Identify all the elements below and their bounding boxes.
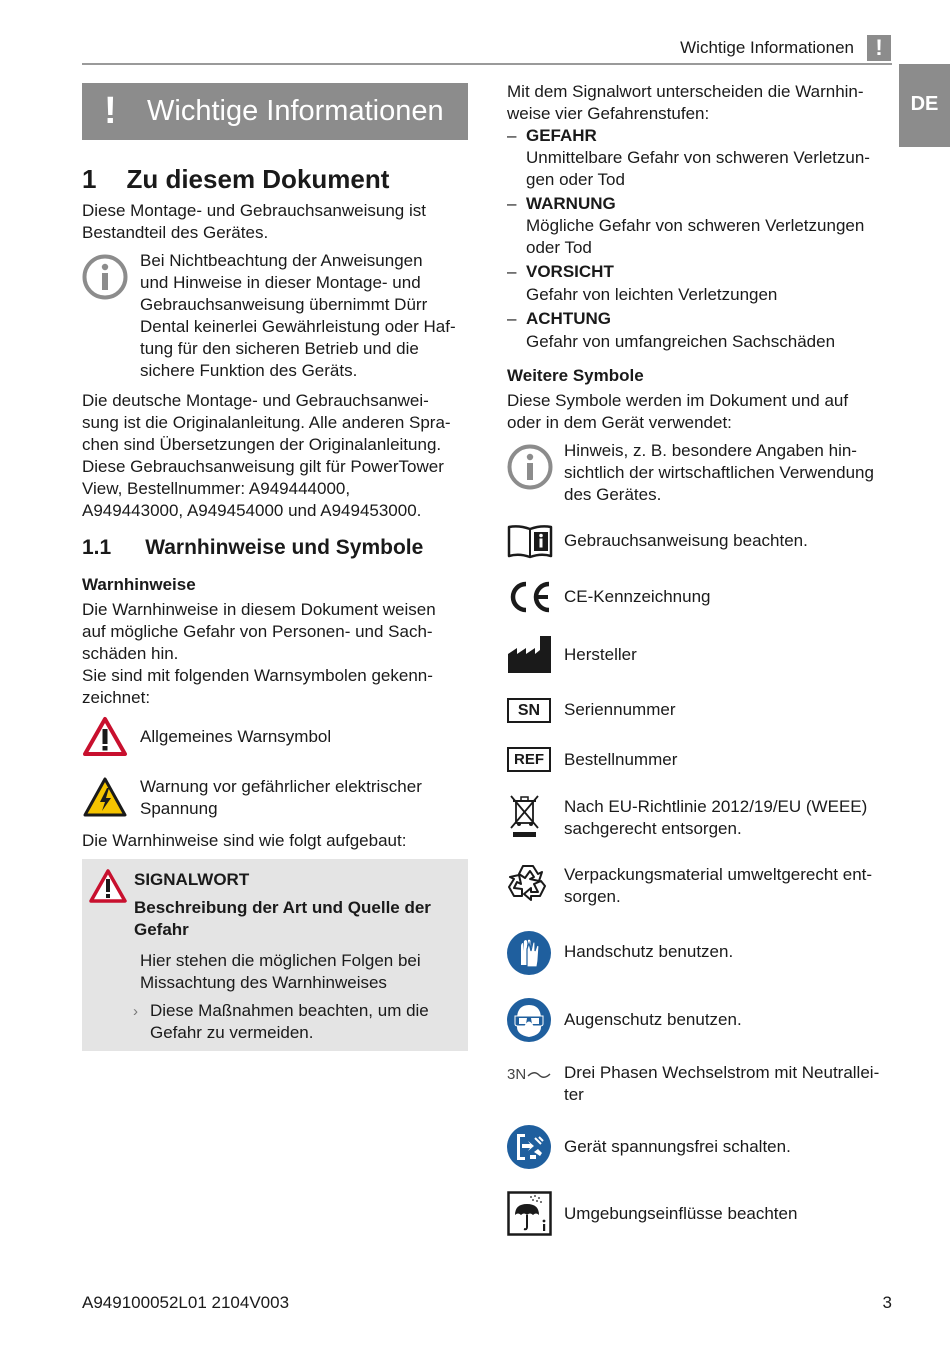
text-line: Nach EU-Richtlinie 2012/19/EU (WEEE)	[564, 797, 868, 816]
text-line: Beschreibung der Art und Quelle der	[134, 898, 431, 917]
section-title: Zu diesem Dokument	[126, 164, 390, 194]
electric-warning-icon	[82, 776, 128, 818]
section-1-1-heading	[82, 535, 468, 561]
level-description: Gefahr von umfangreichen Sachschäden	[526, 332, 836, 351]
electric-warning-label	[140, 776, 470, 820]
text-line: Hinweis, z. B. besondere Angaben hin-	[564, 441, 857, 460]
text-line: Mögliche Gefahr von schweren Verletzungen	[526, 216, 865, 235]
level-word: WARNUNG	[526, 194, 616, 213]
section-banner	[82, 83, 468, 140]
section-title: Warnhinweise und Symbole	[145, 536, 424, 559]
three-phase-icon	[507, 1064, 551, 1086]
hazard-measures	[150, 1000, 465, 1044]
text-line: Missachtung des Warnhinweises	[140, 973, 387, 992]
tilde-icon	[527, 1069, 551, 1081]
symbol-label	[564, 440, 894, 506]
info-icon	[507, 444, 553, 490]
general-warning-icon	[88, 868, 128, 904]
dash: –	[507, 194, 517, 213]
text-line: Hier stehen die möglichen Folgen bei	[140, 951, 421, 970]
level-word: GEFAHR	[526, 126, 597, 145]
text-line: Spannung	[140, 799, 218, 818]
text-line: Diese Montage- und Gebrauchsanweisung ist	[82, 201, 426, 220]
symbol-label	[564, 796, 894, 840]
text-line: auf mögliche Gefahr von Personen- und Sach-	[82, 622, 433, 641]
general-warning-icon	[82, 716, 128, 757]
symbol-label: Seriennummer	[564, 700, 676, 719]
gloves-icon	[506, 930, 552, 976]
ref-icon: REF	[507, 747, 551, 772]
text-line: Sie sind mit folgenden Warnsymbolen gekenn-	[82, 666, 433, 685]
general-warning-label: Allgemeines Warnsymbol	[140, 727, 332, 746]
original-paragraph	[82, 390, 468, 522]
symbol-label: Gebrauchsanweisung beachten.	[564, 531, 808, 550]
symbol-label: Augenschutz benutzen.	[564, 1010, 742, 1029]
symbols-heading: Weitere Symbole	[507, 366, 644, 385]
text-line: Gefahr zu vermeiden.	[150, 1023, 314, 1042]
text-line: sichere Funktion des Geräts.	[140, 361, 358, 380]
environment-icon	[507, 1191, 552, 1236]
symbol-label	[564, 864, 894, 908]
info-icon	[82, 254, 128, 300]
note-paragraph	[140, 250, 470, 382]
text-line: sichtlich der wirtschaftlichen Verwendung	[564, 463, 874, 482]
page-number: 3	[882, 1293, 892, 1312]
symbol-label: Handschutz benutzen.	[564, 942, 734, 961]
hazard-consequences	[140, 950, 465, 994]
text-line: sung ist die Originalanleitung. Alle anderen Spra-	[82, 413, 451, 432]
text-line: Dental keinerlei Gewährleistung oder Haf-	[140, 317, 456, 336]
sn-icon: SN	[507, 698, 551, 723]
text-line: Warnung vor gefährlicher elektrischer	[140, 777, 422, 796]
ce-mark-icon	[507, 580, 551, 614]
header-rule	[82, 63, 892, 65]
factory-icon	[507, 634, 553, 674]
bullet-chevron-icon: ›	[133, 1003, 138, 1020]
exclamation-icon: !	[104, 90, 117, 132]
text-line: gen oder Tod	[526, 170, 625, 189]
text-line: Unmittelbare Gefahr von schweren Verletzun-	[526, 148, 870, 167]
text-line: und Hinweise in dieser Montage- und	[140, 273, 421, 292]
symbol-label: CE-Kennzeichnung	[564, 587, 711, 606]
text-line: Mit dem Signalwort unterscheiden die Warnhin-	[507, 82, 864, 101]
text-line: sachgerecht entsorgen.	[564, 819, 742, 838]
symbol-label: Hersteller	[564, 645, 637, 664]
text-line: zeichnet:	[82, 688, 151, 707]
document-number: A949100052L01 2104V003	[82, 1293, 290, 1312]
text-line: Gefahr	[134, 920, 189, 939]
exclamation-icon: !	[867, 35, 891, 61]
symbol-label: Bestellnummer	[564, 750, 678, 769]
text-line: schäden hin.	[82, 644, 179, 663]
symbol-label: Gerät spannungsfrei schalten.	[564, 1137, 791, 1156]
level-description	[526, 147, 896, 191]
goggles-icon	[506, 997, 552, 1043]
structure-text: Die Warnhinweise sind wie folgt aufgebaut:	[82, 831, 407, 850]
text-line: oder in dem Gerät verwendet:	[507, 413, 732, 432]
text-line: Bestandteil des Gerätes.	[82, 223, 269, 242]
banner-title: Wichtige Informationen	[147, 95, 444, 127]
text-line: Diese Maßnahmen beachten, um die	[150, 1001, 429, 1020]
intro-paragraph	[82, 200, 468, 244]
signal-intro	[507, 81, 897, 125]
section-number: 1	[82, 164, 97, 194]
section-1-heading	[82, 164, 468, 194]
text-line: chen sind Übersetzungen der Originalanleitung.	[82, 435, 442, 454]
text-line: A949443000, A949454000 und A949453000.	[82, 501, 422, 520]
running-header-title: Wichtige Informationen	[680, 38, 854, 57]
text-line: Bei Nichtbeachtung der Anweisungen	[140, 251, 423, 270]
dash: –	[507, 309, 517, 328]
level-description	[526, 215, 896, 259]
text-line: oder Tod	[526, 238, 592, 257]
text-line: tung für den sicheren Betrieb und die	[140, 339, 419, 358]
text-line: Diese Symbole werden im Dokument und auf	[507, 391, 849, 410]
signal-word: SIGNALWORT	[134, 870, 250, 889]
dash: –	[507, 126, 517, 145]
text-line: ter	[564, 1085, 584, 1104]
level-description: Gefahr von leichten Verletzungen	[526, 285, 778, 304]
warnhinweise-paragraph	[82, 599, 468, 709]
text-line: Die deutsche Montage- und Gebrauchsanwei-	[82, 391, 429, 410]
text-line: Gebrauchsanweisung übernimmt Dürr	[140, 295, 428, 314]
text-line: Diese Gebrauchsanweisung gilt für PowerTower	[82, 457, 444, 476]
text-line: sorgen.	[564, 887, 621, 906]
symbol-label: Umgebungseinflüsse beachten	[564, 1204, 798, 1223]
level-word: VORSICHT	[526, 262, 614, 281]
hazard-description	[134, 897, 464, 941]
weee-bin-icon	[507, 793, 541, 839]
disconnect-power-icon	[506, 1124, 552, 1170]
text-line: weise vier Gefahrenstufen:	[507, 104, 710, 123]
text-line: des Gerätes.	[564, 485, 662, 504]
symbol-label	[564, 1062, 894, 1106]
text-line: Drei Phasen Wechselstrom mit Neutrallei-	[564, 1063, 880, 1082]
manual-icon	[507, 523, 553, 559]
language-tab: DE	[899, 64, 950, 147]
text-line: Verpackungsmaterial umweltgerecht ent-	[564, 865, 873, 884]
recycle-icon	[506, 860, 552, 906]
warnhinweise-heading: Warnhinweise	[82, 575, 196, 594]
text-line: View, Bestellnummer: A949444000,	[82, 479, 351, 498]
three-phase-label: 3N	[507, 1066, 527, 1083]
dash: –	[507, 262, 517, 281]
level-word: ACHTUNG	[526, 309, 611, 328]
section-number: 1.1	[82, 536, 112, 559]
symbols-intro	[507, 390, 897, 434]
text-line: Die Warnhinweise in diesem Dokument weisen	[82, 600, 436, 619]
